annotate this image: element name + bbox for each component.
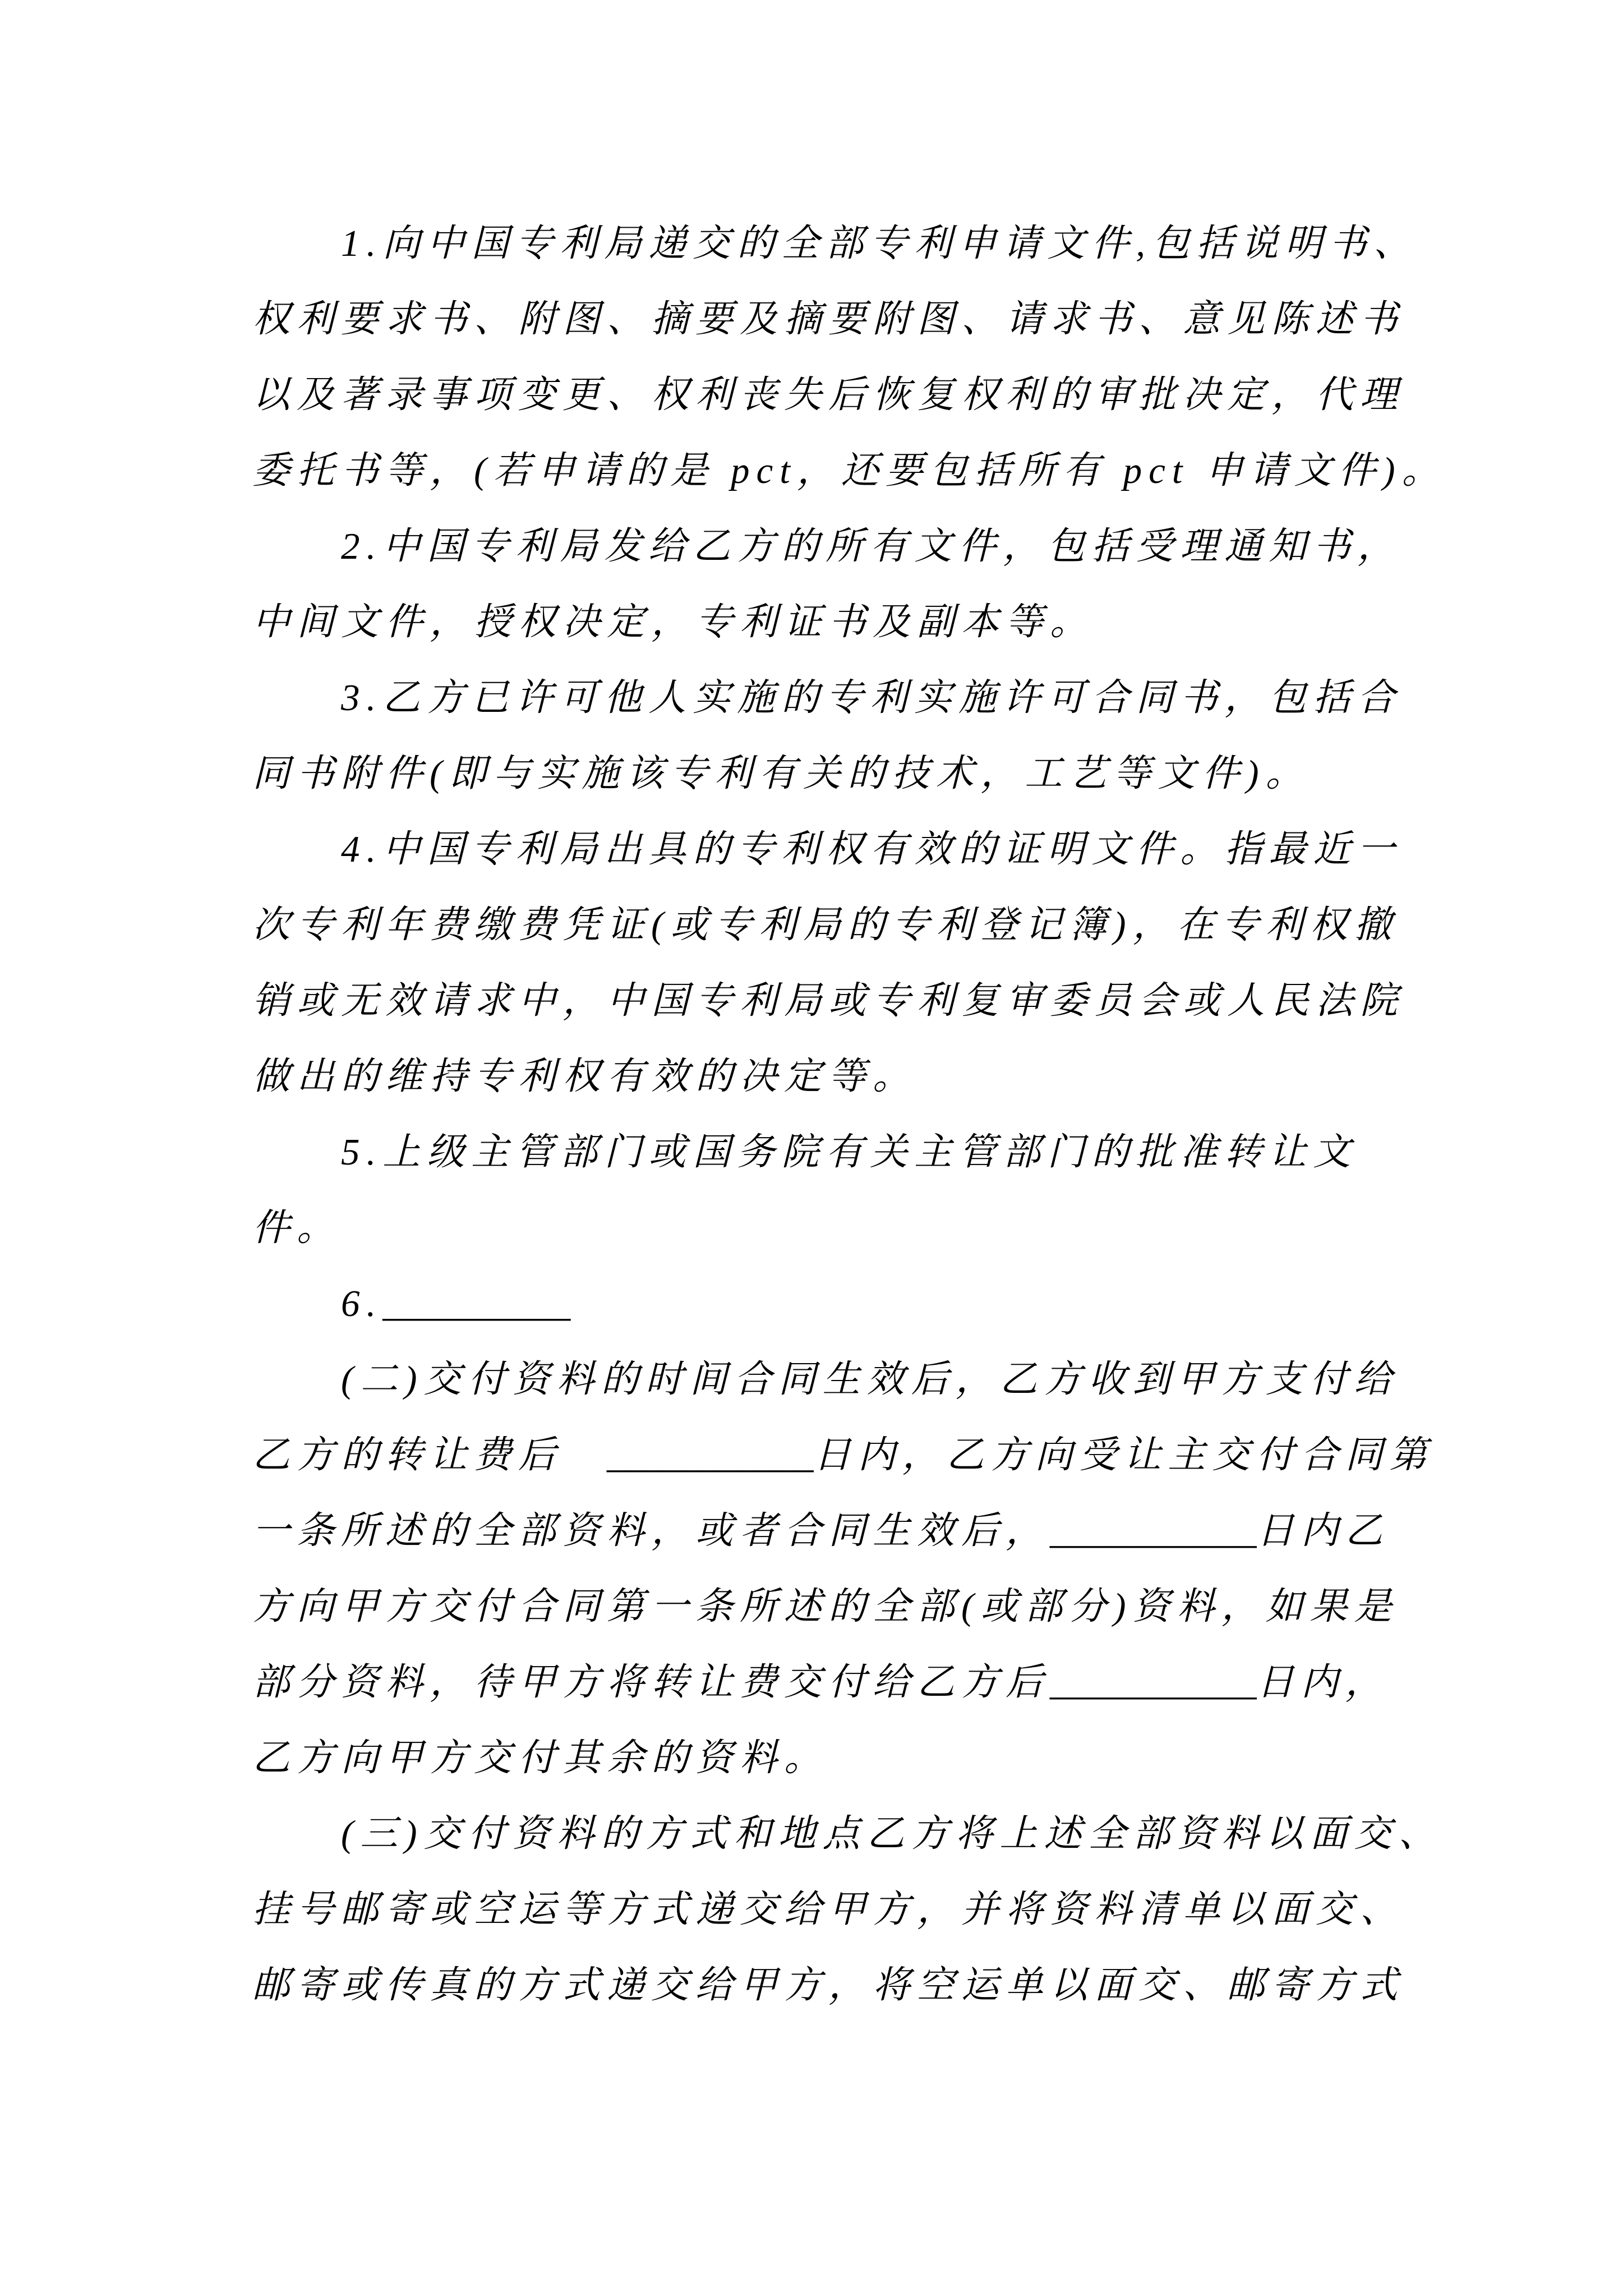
fill-in-blank: ___________ <box>607 1434 814 1476</box>
line-text: 一条所述的全部资料，或者合同生效后， <box>252 1510 1050 1552</box>
text-line: 邮寄或传真的方式递交给甲方，将空运单以面交、邮寄方式 <box>252 1964 1404 2006</box>
contract-text-block <box>252 206 1446 2023</box>
text-line: 4.中国专利局出具的专利权有效的证明文件。指最近一 <box>341 829 1402 870</box>
text-line: 3.乙方已许可他人实施的专利实施许可合同书，包括合 <box>341 677 1402 719</box>
text-line: 件。 <box>252 1207 341 1249</box>
text-line: 权利要求书、附图、摘要及摘要附图、请求书、意见陈述书 <box>252 298 1404 340</box>
text-line: (二)交付资料的时间合同生效后，乙方收到甲方支付给 <box>341 1359 1399 1400</box>
fill-in-blank: __________ <box>382 1283 571 1324</box>
text-line: 销或无效请求中，中国专利局或专利复审委员会或人民法院 <box>252 980 1404 1022</box>
text-line: 次专利年费缴费凭证(或专利局的专利登记簿)，在专利权撤 <box>252 904 1399 946</box>
text-line: 乙方向甲方交付其余的资料。 <box>252 1737 828 1779</box>
text-line: 中间文件，授权决定，专利证书及副本等。 <box>252 601 1094 643</box>
text-line-with-blank <box>252 1266 1446 1342</box>
text-line: 委托书等，(若申请的是 pct，还要包括所有 pct 申请文件)。 <box>252 450 1446 491</box>
text-line: 做出的维持专利权有效的决定等。 <box>252 1056 917 1097</box>
text-line-with-blank <box>252 1418 1446 1493</box>
text-line: 5.上级主管部门或国务院有关主管部门的批准转让文 <box>341 1131 1358 1173</box>
text-line: (三)交付资料的方式和地点乙方将上述全部资料以面交、 <box>341 1813 1443 1855</box>
line-text: 日内， <box>1256 1662 1390 1703</box>
fill-in-blank: ___________ <box>1050 1510 1257 1552</box>
text-line: 同书附件(即与实施该专利有关的技术，工艺等文件)。 <box>252 753 1310 794</box>
text-line-with-blank <box>252 1493 1446 1569</box>
line-text: 日内，乙方向受让主交付合同第 <box>813 1434 1434 1476</box>
text-line: 方向甲方交付合同第一条所述的全部(或部分)资料，如果是 <box>252 1586 1399 1627</box>
line-text: 6. <box>341 1283 383 1324</box>
line-text: 日内乙 <box>1256 1510 1390 1552</box>
line-text: 乙方的转让费后 <box>252 1434 607 1476</box>
text-line: 挂号邮寄或空运等方式递交给甲方，并将资料清单以面交、 <box>252 1889 1404 1930</box>
text-line: 以及著录事项变更、权利丧失后恢复权利的审批决定，代理 <box>252 374 1404 416</box>
text-line: 2.中国专利局发给乙方的所有文件，包括受理通知书， <box>341 526 1402 567</box>
fill-in-blank: ___________ <box>1050 1662 1257 1703</box>
text-line: 1.向中国专利局递交的全部专利申请文件,包括说明书、 <box>341 223 1418 264</box>
line-text: 部分资料，待甲方将转让费交付给乙方后 <box>252 1662 1050 1703</box>
text-line-with-blank <box>252 1645 1446 1720</box>
